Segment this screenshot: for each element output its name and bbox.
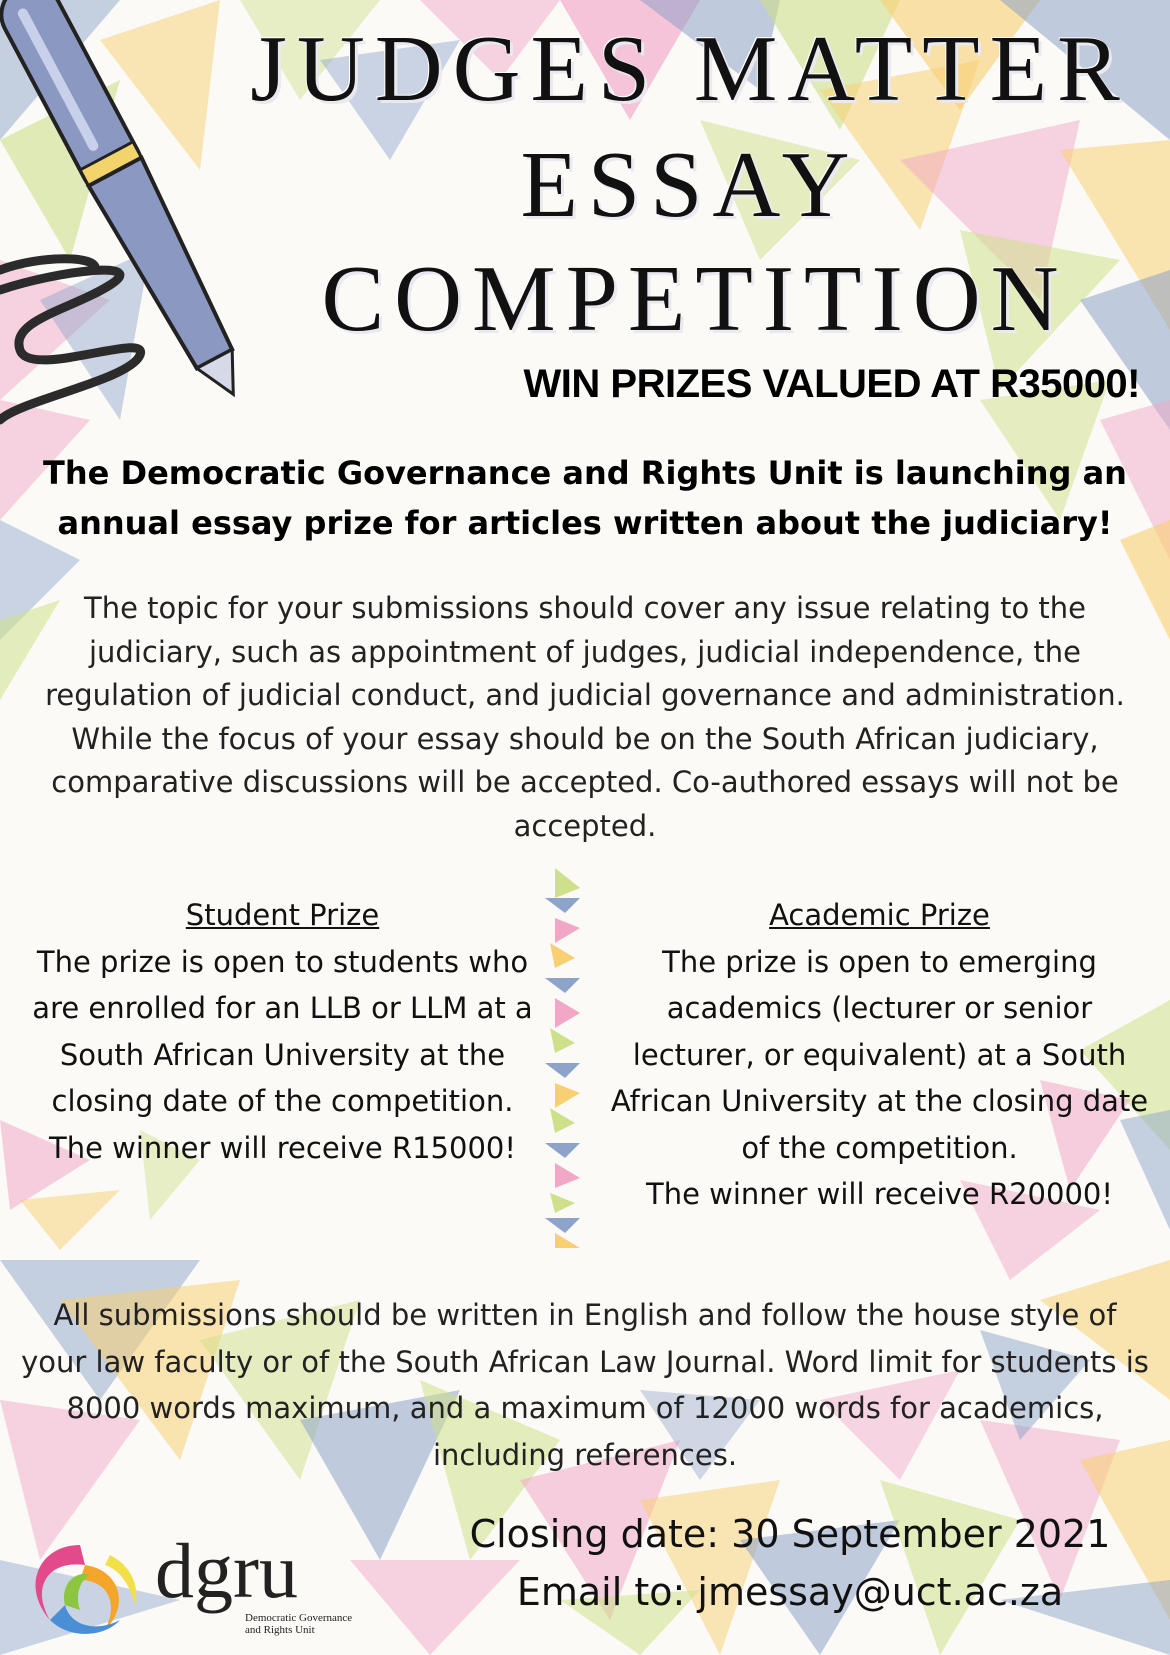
title-line-1: JUDGES MATTER <box>250 17 1130 121</box>
logo-subtitle: Democratic Governance and Rights Unit <box>245 1612 353 1636</box>
pen-icon <box>0 0 260 430</box>
student-prize-title: Student Prize <box>185 898 380 932</box>
title-line-3: COMPETITION <box>321 247 1069 351</box>
student-prize-section <box>20 892 545 1171</box>
student-prize-award: The winner will receive R15000! <box>48 1130 516 1165</box>
student-prize-body: The prize is open to students who are enrolled for an LLB or LLM at a South African University at the closing date of the competition. <box>32 944 533 1118</box>
triangle-divider <box>545 868 585 1248</box>
academic-prize-section <box>602 892 1157 1218</box>
email-contact[interactable]: Email to: jmessay@uct.ac.za <box>516 1570 1064 1614</box>
closing-info <box>440 1505 1140 1621</box>
logo-name: dgru <box>155 1527 298 1614</box>
house-style-text: All submissions should be written in English and follow the house style of your law faculty or of the South African Law Journal. Word limit for students is 8000 words maximum, and a maximum of 12000 words for academics, including references. <box>21 1298 1149 1472</box>
title-line-2: ESSAY <box>520 133 860 237</box>
intro-text: The Democratic Governance and Rights Unit is launching an annual essay prize for articles written about the judiciary! <box>43 454 1127 542</box>
academic-prize-award: The winner will receive R20000! <box>645 1177 1113 1211</box>
academic-prize-body: The prize is open to emerging academics (lecturer or senior lecturer, or equivalent) at a South African University at the closing date of the competition. <box>610 944 1149 1165</box>
topic-text: The topic for your submissions should cover any issue relating to the judiciary, such as appointment of judges, judicial independence, the regulation of judicial conduct, and judicial governance and administration. While the focus of your essay should be on the South African judiciary, comparative discussions will be accepted. Co-authored essays will not be accepted. <box>45 591 1125 843</box>
prize-headline: WIN PRIZES VALUED AT R35000! <box>523 362 1140 406</box>
academic-prize-title: Academic Prize <box>769 898 990 932</box>
closing-date: Closing date: 30 September 2021 <box>469 1512 1111 1556</box>
